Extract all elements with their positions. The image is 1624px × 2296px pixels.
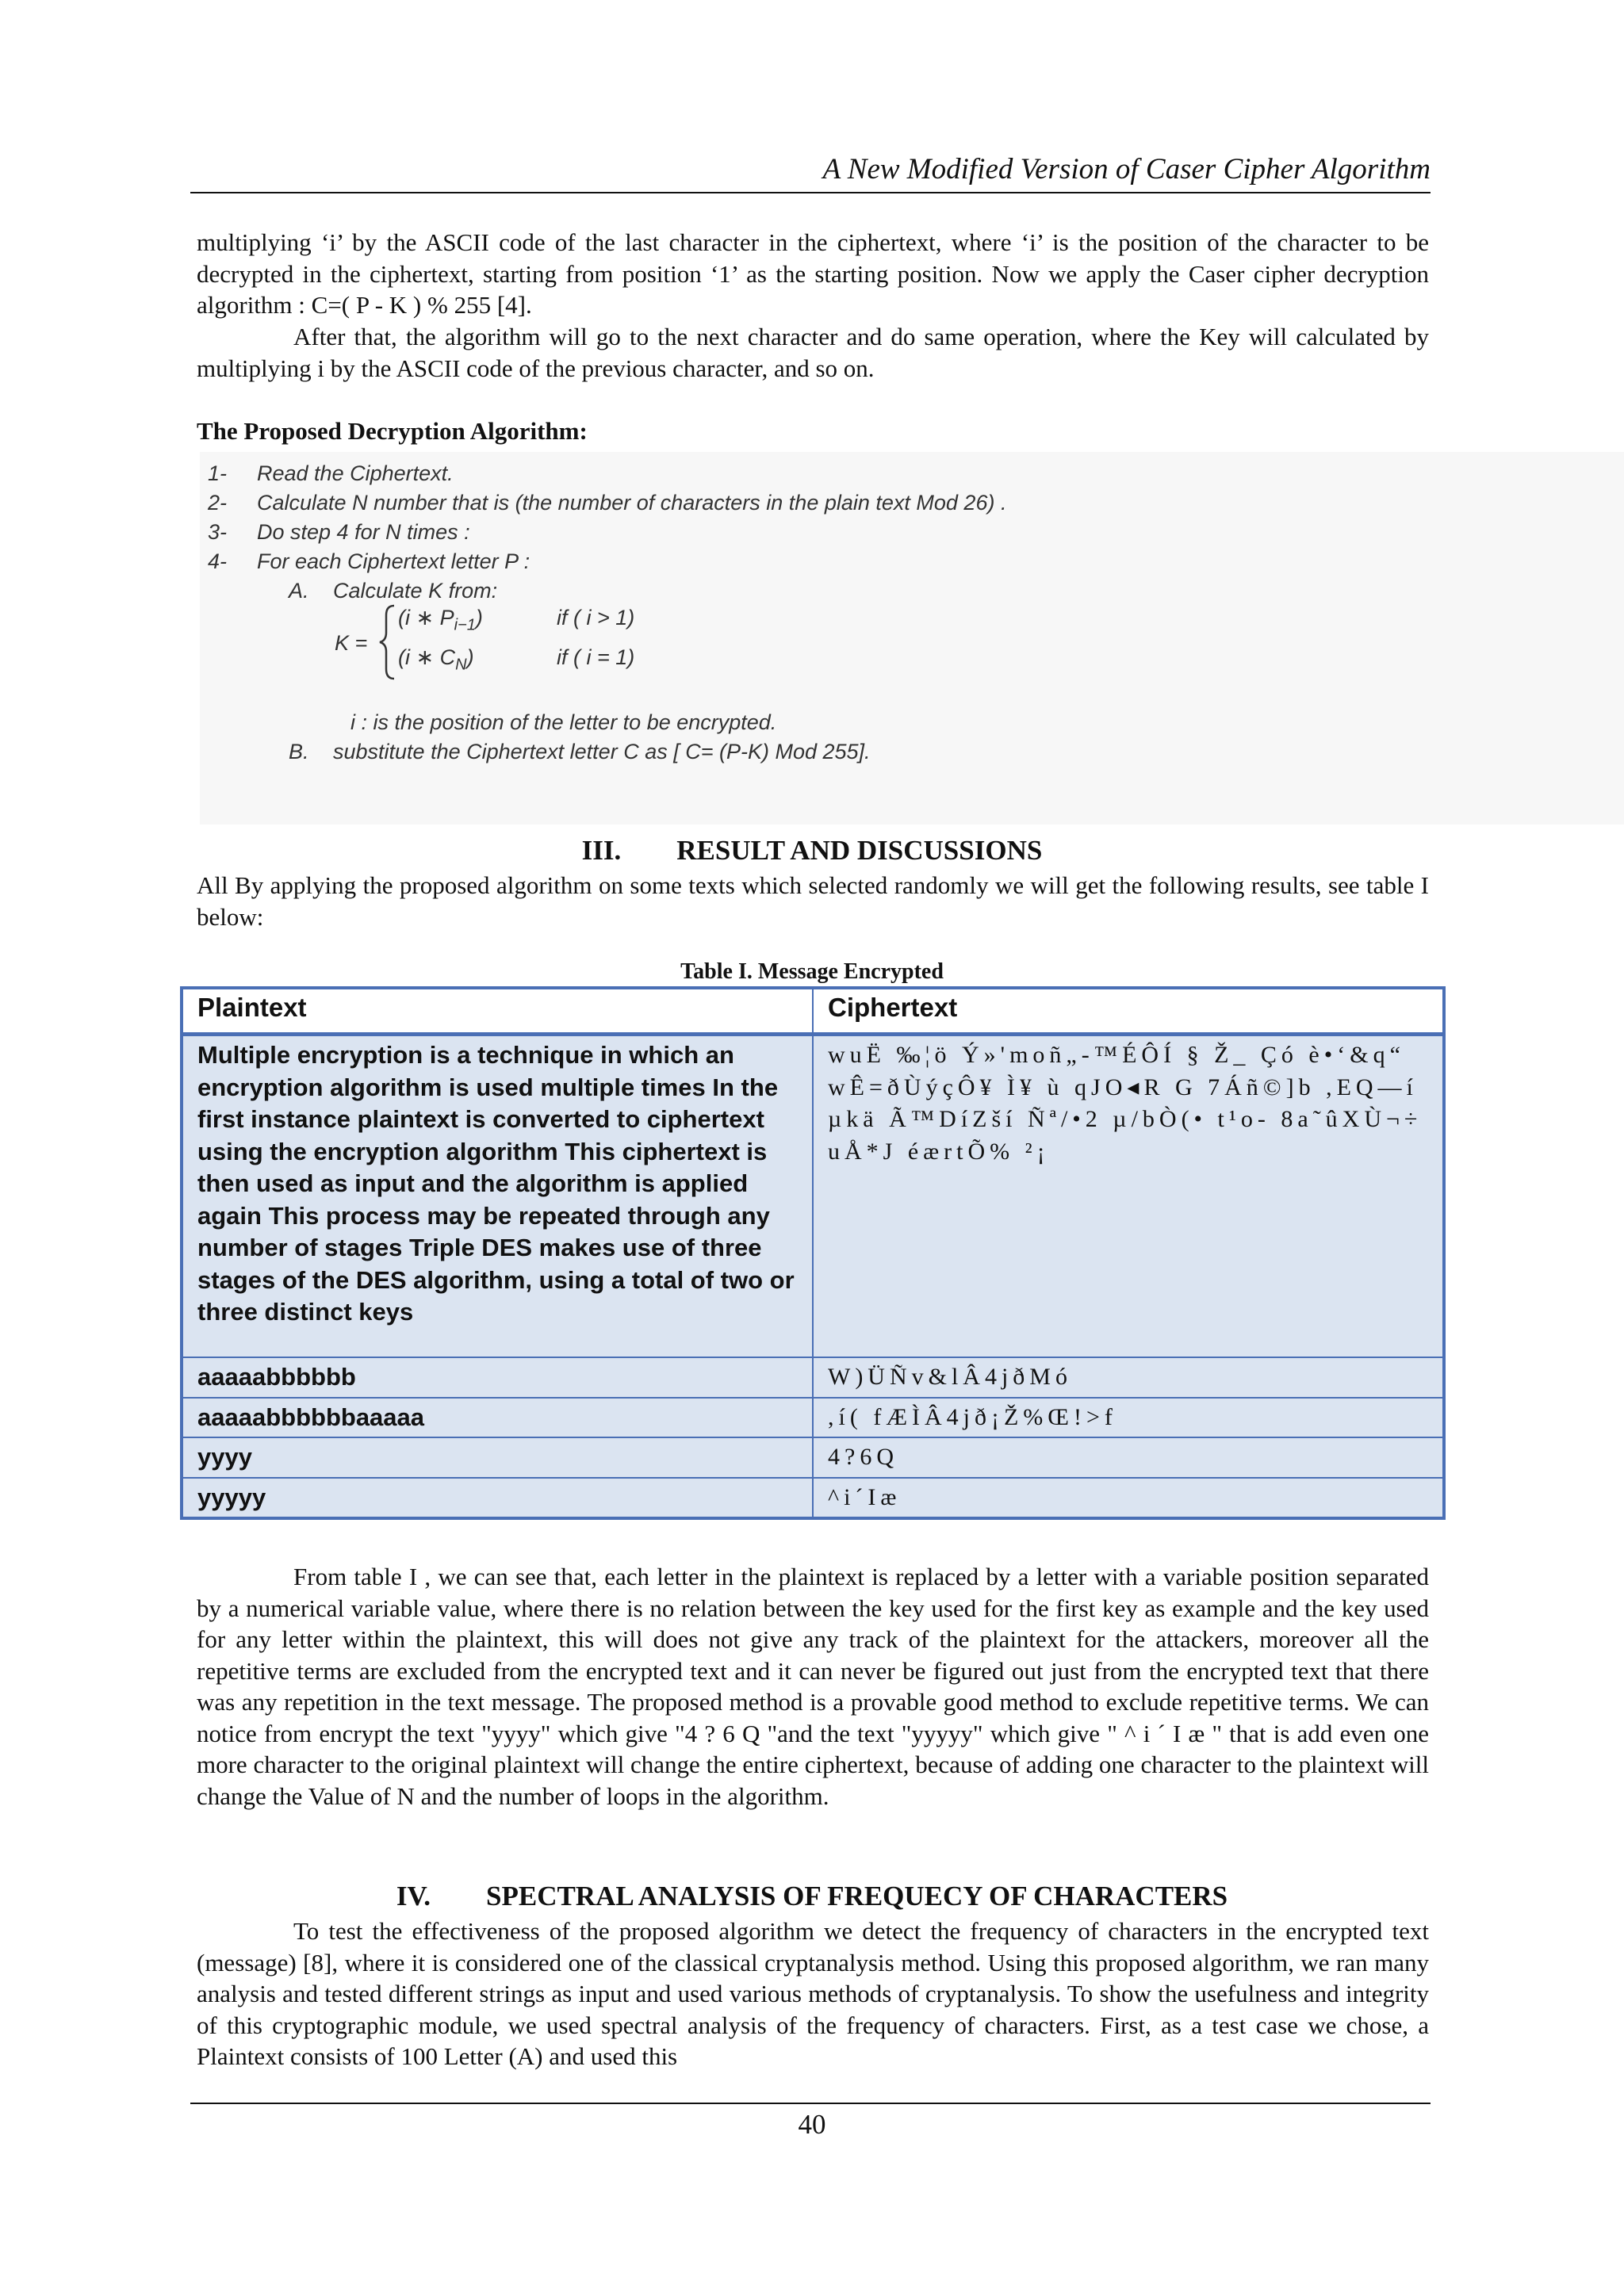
footer-rule bbox=[190, 2103, 1431, 2104]
ciphertext-cell: W)ÜÑv&lÂ4jðMó bbox=[813, 1357, 1444, 1398]
ciphertext-cell: 4?6Q bbox=[813, 1437, 1444, 1478]
results-table bbox=[180, 986, 1446, 1520]
substep-text: Calculate K from: bbox=[333, 579, 498, 603]
header-rule bbox=[190, 192, 1431, 193]
plaintext-cell: yyyyy bbox=[182, 1478, 813, 1519]
formula-case-2: (i ∗ $C_N$) bbox=[398, 645, 474, 674]
step-number: 4- bbox=[208, 549, 228, 573]
ciphertext-cell: wuË ‰¦ö Ý»'moñ„-™ÉÔÍ § Ž_ Çó è•‘&q“ wÊ=ðÙýçÔ¥ Ì¥ ù qJO◂R G 7Áñ©]b ,EQ—í µkä Ã™DíZší Ñª/•2 µ/bÒ(• t¹o- 8a˜ûXÙ¬÷uÅ*J éærtÕ% ²¡ bbox=[813, 1035, 1444, 1358]
page-number: 40 bbox=[798, 2109, 826, 2140]
column-header-plaintext: Plaintext bbox=[182, 988, 813, 1035]
formula-condition-2: if ( i = 1) bbox=[557, 645, 635, 669]
column-header-ciphertext: Ciphertext bbox=[813, 988, 1444, 1035]
table-row bbox=[182, 1398, 1444, 1438]
table-row bbox=[182, 1437, 1444, 1478]
formula-lhs: K = bbox=[335, 631, 368, 655]
table-row bbox=[182, 1357, 1444, 1398]
algorithm-step-4 bbox=[208, 549, 530, 574]
section-3-heading bbox=[0, 835, 1624, 867]
step-number: 3- bbox=[208, 520, 228, 544]
section-title: SPECTRAL ANALYSIS OF FREQUECY OF CHARACTERS bbox=[486, 1881, 1228, 1911]
section-number: III. bbox=[581, 835, 622, 866]
formula-condition-1: if ( i > 1) bbox=[557, 606, 635, 629]
algorithm-heading: The Proposed Decryption Algorithm: bbox=[197, 417, 588, 445]
table-header-row bbox=[182, 988, 1444, 1035]
algorithm-step-1 bbox=[208, 461, 454, 486]
algorithm-step-3 bbox=[208, 520, 470, 545]
step-text: Read the Ciphertext. bbox=[257, 461, 454, 485]
algorithm-substep-b bbox=[289, 740, 871, 764]
plaintext-cell: yyyy bbox=[182, 1437, 813, 1478]
table-row bbox=[182, 1035, 1444, 1358]
section-4-paragraph: To test the effectiveness of the proposed algorithm we detect the frequency of characters in the encrypted text (message) [8], where it is considered one of the classical cryptanalysis method. Using this proposed algorithm, we ran many analysis and tested different strings as input and used various methods of cryptanalysis. To show the usefulness and integrity of this cryptographic module, we used spectral analysis of the frequency of characters. First, as a test case we chose, a Plaintext consists of 100 Letter (A) and used this bbox=[197, 1917, 1429, 2070]
intro-paragraph-2: After that, the algorithm will go to the next character and do same operation, where the Key will calculated by multiplying i by the ASCII code of the previous character, and so on. bbox=[197, 323, 1429, 382]
intro-paragraph-1: multiplying ‘i’ by the ASCII code of the last character in the ciphertext, where ‘i’ is the position of the character to be decrypted in the ciphertext, starting from position ‘1’ as the starting position. Now we apply the Caser cipher decryption algorithm : C=( P - K ) % 255 [4]. bbox=[197, 228, 1429, 319]
key-formula bbox=[335, 603, 731, 690]
plaintext-cell: Multiple encryption is a technique in which an encryption algorithm is used multiple times In the first instance plaintext is converted to ciphertext using the encryption algorithm This ciphertext is then used as input and the algorithm is applied again This process may be repeated through any number of stages Triple DES makes use of three stages of the DES algorithm, using a total of two or three distinct keys bbox=[182, 1035, 813, 1358]
substep-label: B. bbox=[289, 740, 309, 763]
step-number: 2- bbox=[208, 491, 228, 515]
table-row bbox=[182, 1478, 1444, 1519]
step-text: Calculate N number that is (the number of characters in the plain text Mod 26) . bbox=[257, 491, 1007, 515]
step-text: For each Ciphertext letter P : bbox=[257, 549, 530, 573]
section-title: RESULT AND DISCUSSIONS bbox=[676, 835, 1043, 866]
step-text: Do step 4 for N times : bbox=[257, 520, 470, 544]
plaintext-cell: aaaaabbbbbb bbox=[182, 1357, 813, 1398]
ciphertext-cell: ,í( fÆÌÂ4jð¡Ž%Œ!>f bbox=[813, 1398, 1444, 1438]
section-3-paragraph: All By applying the proposed algorithm on some texts which selected randomly we will get the following results, see table I below: bbox=[197, 871, 1429, 931]
algorithm-figure bbox=[200, 452, 1624, 825]
plaintext-cell: aaaaabbbbbbaaaaa bbox=[182, 1398, 813, 1438]
substep-text: substitute the Ciphertext letter C as [ C= (P-K) Mod 255]. bbox=[333, 740, 871, 763]
section-number: IV. bbox=[396, 1881, 431, 1911]
formula-case-1: (i ∗ $P_{i-1}$) bbox=[398, 606, 483, 634]
section-4-heading bbox=[0, 1881, 1624, 1912]
algorithm-substep-a bbox=[289, 579, 497, 603]
algorithm-note: i : is the position of the letter to be encrypted. bbox=[350, 710, 777, 734]
table-caption: Table I. Message Encrypted bbox=[680, 959, 944, 984]
ciphertext-cell: ^i´Iæ bbox=[813, 1478, 1444, 1519]
algorithm-step-2 bbox=[208, 491, 1006, 515]
left-brace-icon bbox=[378, 603, 396, 682]
substep-label: A. bbox=[289, 579, 309, 603]
running-header: A New Modified Version of Caser Cipher Algorithm bbox=[822, 153, 1431, 186]
step-number: 1- bbox=[208, 461, 228, 485]
discussion-paragraph: From table I , we can see that, each letter in the plaintext is replaced by a letter with a variable position separated by a numerical variable value, where there is no relation between the key used for the first key as example and the key used for any letter within the plaintext, this will does not give any track of the plaintext for the attackers, moreover all the repetitive terms are excluded from the encrypted text and it can never be figured out just from the encrypted text that there was any repetition in the text message. The proposed method is a provable good method to exclude repetitive terms. We can notice from encrypt the text "yyyy" which give "4 ? 6 Q "and the text "yyyyy" which give " ^ i ´ I æ " that is add even one more character to the original plaintext will change the entire ciphertext, because of adding one character to the plaintext will change the Value of N and the number of loops in the algorithm. bbox=[197, 1563, 1429, 1810]
